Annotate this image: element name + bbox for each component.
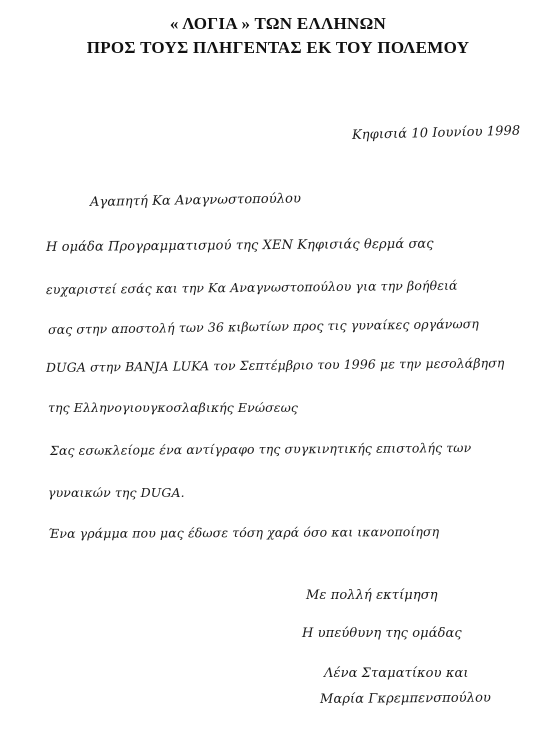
letter-body-line: Η ομάδα Προγραμματισμού της ΧΕΝ Κηφισιάς θερμά σας — [45, 236, 434, 255]
letter-body-line: ευχαριστεί εσάς και την Κα Αναγνωστοπούλου για την βοήθειά — [45, 277, 458, 297]
signature-line: Λένα Σταματίκου και — [324, 666, 469, 681]
letter-body-line: DUGA στην BANJA LUKA τον Σεπτέμβριο του 1996 με την μεσολάβηση — [45, 355, 505, 375]
document-heading-line-1: « ΛΟΓΙΑ » ΤΩΝ ΕΛΛΗΝΩΝ — [169, 14, 387, 33]
letter-greeting: Αγαπητή Κα Αναγνωστοπούλου — [89, 191, 302, 210]
letter-date: Κηφισιά 10 Ιουνίου 1998 — [351, 123, 521, 143]
letter-body-line: Σας εσωκλείομε ένα αντίγραφο της συγκινητικής επιστολής των — [49, 440, 472, 458]
letter-body-line: σας στην αποστολή των 36 κιβωτίων προς τις γυναίκες οργάνωση — [47, 315, 480, 337]
letter-body-line: Ένα γράμμα που μας έδωσε τόση χαρά όσο και ικανοποίηση — [47, 523, 440, 541]
document-heading-line-2: ΠΡΟΣ ΤΟΥΣ ΠΛΗΓΕΝΤΑΣ ΕΚ ΤΟΥ ΠΟΛΕΜΟΥ — [86, 38, 470, 57]
signature-line: Μαρία Γκρεμπενσπούλου — [319, 690, 492, 707]
letter-closing-role: Η υπεύθυνη της ομάδας — [302, 626, 462, 641]
letter-closing: Με πολλή εκτίμηση — [306, 588, 438, 603]
letter-body-line: της Ελληνογιουγκοσλαβικής Ενώσεως — [48, 400, 298, 415]
letter-body-line: γυναικών της DUGA. — [48, 485, 185, 500]
